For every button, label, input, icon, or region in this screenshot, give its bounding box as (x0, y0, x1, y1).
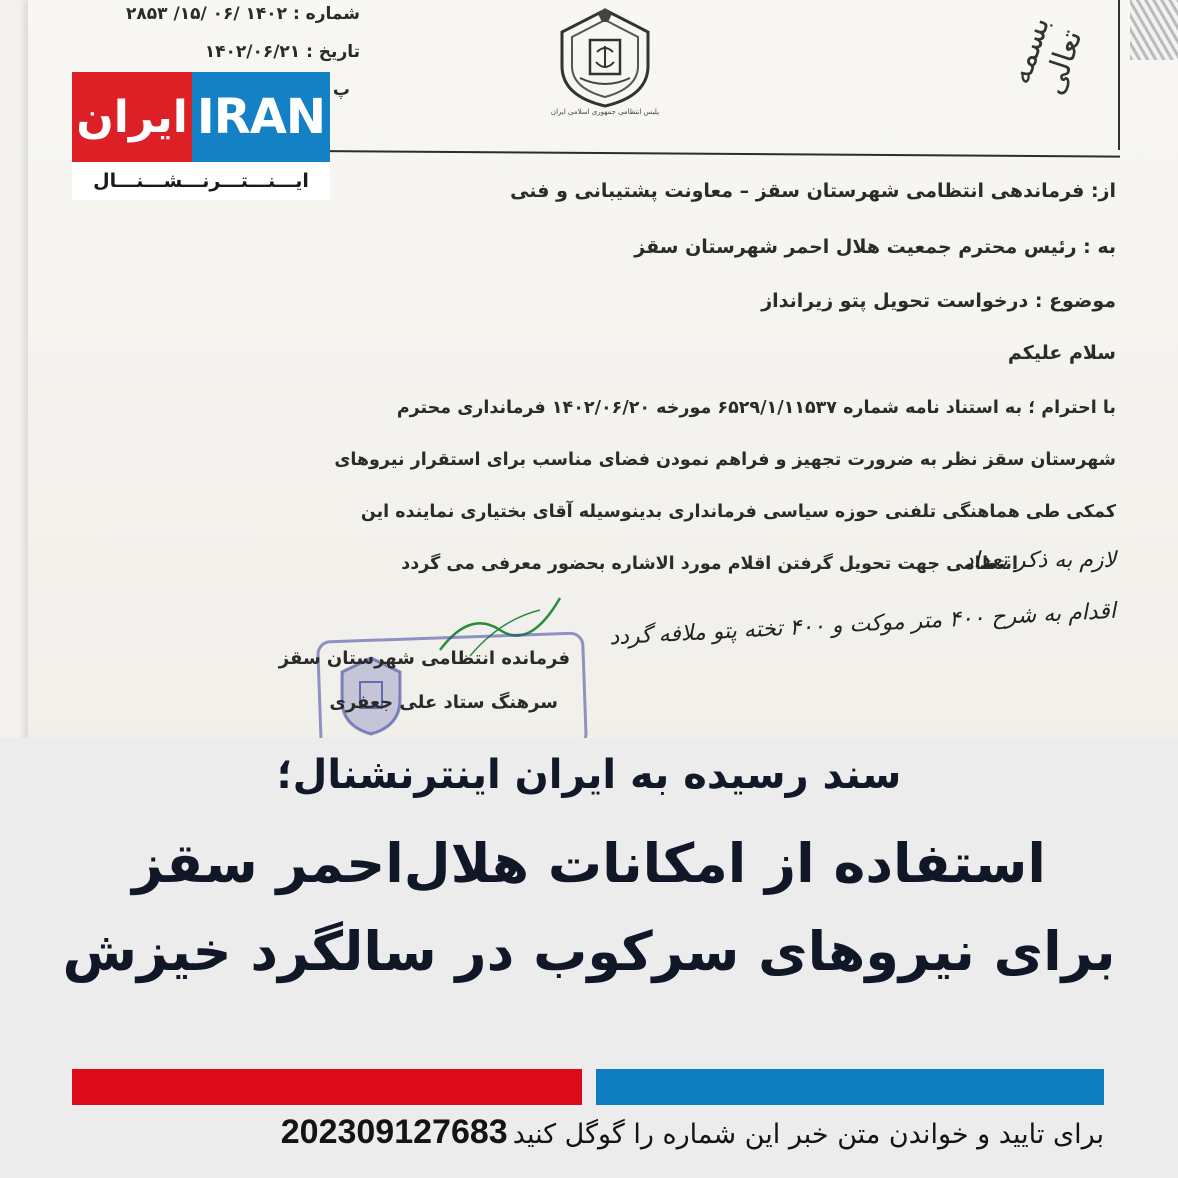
logo-subtitle: ایـــنـــتـــرنـــشـــنـــال (72, 162, 330, 200)
document-subject: موضوع : درخواست تحویل پتو زیرانداز (761, 290, 1116, 312)
document-attachment: پ (332, 80, 350, 100)
document-body-line: کمکی طی هماهنگی تلفنی حوزه سیاسی فرمانداری بدینوسیله آقای بختیاری نماینده این (360, 502, 1116, 522)
document-date: تاریخ : ۱۴۰۲/۰۶/۲۱ (204, 42, 360, 62)
headline-line-2: برای نیروهای سرکوب در سالگرد خیزش (62, 920, 1116, 983)
document-number: شماره : ۱۴۰۲ /۰۶ /۱۵/ ۲۸۵۳ (126, 4, 360, 24)
emblem-caption: پلیس انتظامی جمهوری اسلامی ایران (550, 108, 660, 116)
document-from: از: فرماندهی انتظامی شهرستان سقز – معاونت پشتیبانی و فنی (510, 180, 1116, 202)
police-emblem-icon (552, 6, 658, 110)
document-body-line: انتظامی جهت تحویل گرفتن اقلام مورد الاشاره بحضور معرفی می گردد (401, 554, 1018, 574)
iran-international-logo (72, 72, 330, 200)
document-body-line: با احترام ؛ به استناد نامه شماره ۶۵۲۹/۱/۱۱۵۳۷ مورخه ۱۴۰۲/۰۶/۲۰ فرمانداری محترم (396, 398, 1116, 418)
footer-instruction: برای تایید و خواندن متن خبر این شماره را گوگل کنید (512, 1119, 1104, 1150)
corner-stripes (1130, 0, 1178, 60)
accent-bar-blue (596, 1069, 1104, 1105)
handwritten-note-line: لازم به ذکر تعداد (963, 548, 1116, 573)
headline-line-1: استفاده از امکانات هلال‌احمر سقز (132, 832, 1046, 895)
document-body-line: شهرستان سقز نظر به ضرورت تجهیز و فراهم نمودن فضای مناسب برای استقرار نیروهای (334, 450, 1116, 470)
handwritten-note-line: اقدام به شرح ۴۰۰ متر موکت و ۴۰۰ تخته پتو ملافه گردد (608, 598, 1117, 651)
document-to: به : رئیس محترم جمعیت هلال احمر شهرستان سقز (634, 236, 1116, 258)
news-id-number: 202309127683 (280, 1113, 508, 1151)
document-fold-line (1118, 0, 1120, 150)
document-greeting: سلام علیکم (1007, 342, 1116, 364)
headline-kicker: سند رسیده به ایران اینترنشنال؛ (276, 752, 902, 798)
logo-persian-wordmark: ایران (72, 72, 192, 162)
accent-bar-red (72, 1069, 582, 1105)
signatory-title: فرمانده انتظامی شهرستان سقز (278, 648, 570, 669)
bismillah-heading: بسمه تعالی (1002, 12, 1090, 100)
signatory-name: سرهنگ ستاد علی جعفری (329, 692, 558, 713)
logo-english-wordmark: IRAN (192, 72, 330, 162)
footer-caption (72, 1113, 1104, 1159)
